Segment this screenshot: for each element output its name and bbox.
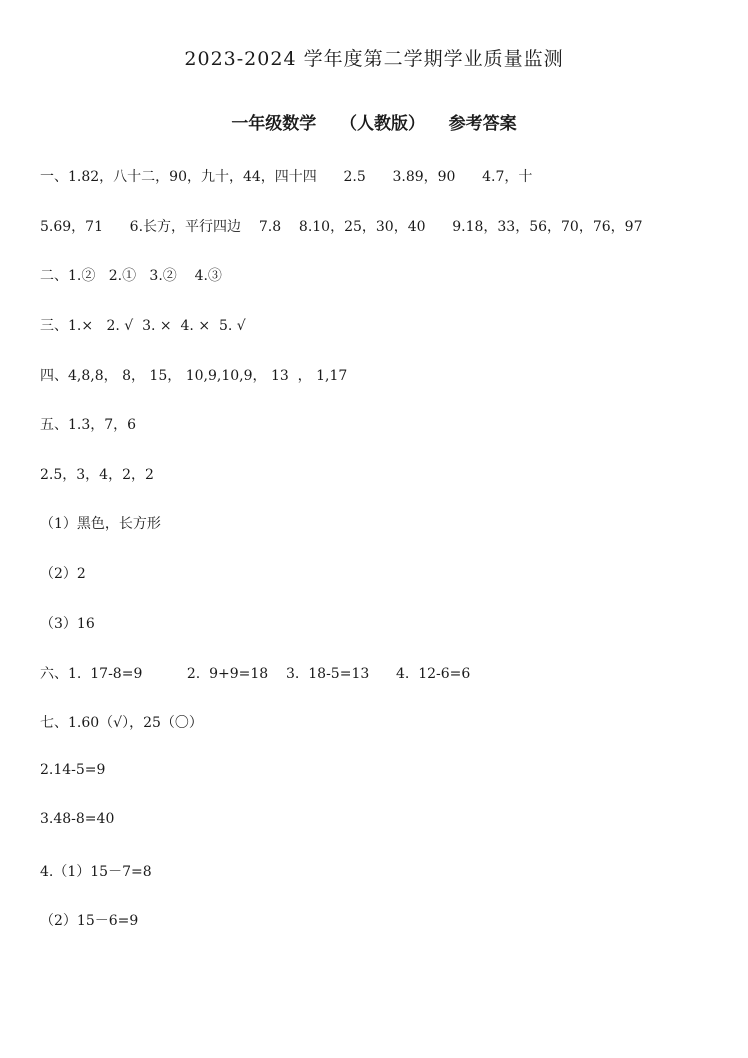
- answer-line-7: 2.5，3，4，2，2: [40, 467, 154, 483]
- answer-line-3: 二、1.② 2.① 3.② 4.③: [40, 268, 222, 284]
- answer-line-12: 七、1.60（√），25（〇）: [40, 715, 203, 731]
- answer-line-10: （3）16: [40, 616, 95, 632]
- answer-line-16: （2）15－6=9: [40, 913, 139, 929]
- page-subtitle: 一年级数学 （人教版） 参考答案: [231, 114, 517, 134]
- answer-line-4: 三、1.× 2. √ 3. × 4. × 5. √: [40, 318, 246, 334]
- answer-line-8: （1）黑色，长方形: [40, 516, 161, 532]
- answer-line-5: 四、4,8,8， 8， 15， 10,9,10,9， 13 ， 1,17: [40, 368, 348, 384]
- answer-line-1: 一、1.82，八十二，90，九十，44，四十四 2.5 3.89，90 4.7，十: [40, 169, 533, 185]
- answer-line-14: 3.48-8=40: [40, 811, 115, 827]
- answer-line-15: 4.（1）15－7=8: [40, 864, 152, 880]
- page-title: 2023-2024 学年度第二学期学业质量监测: [184, 48, 564, 70]
- answer-line-9: （2）2: [40, 566, 86, 582]
- answer-line-2: 5.69，71 6.长方，平行四边 7.8 8.10，25，30，40 9.18，33，56，70，76，97: [40, 219, 643, 235]
- answer-line-11: 六、1. 17-8=9 2. 9+9=18 3. 18-5=13 4. 12-6=6: [40, 666, 471, 682]
- answer-line-6: 五、1.3，7，6: [40, 417, 137, 433]
- answer-line-13: 2.14-5=9: [40, 762, 106, 778]
